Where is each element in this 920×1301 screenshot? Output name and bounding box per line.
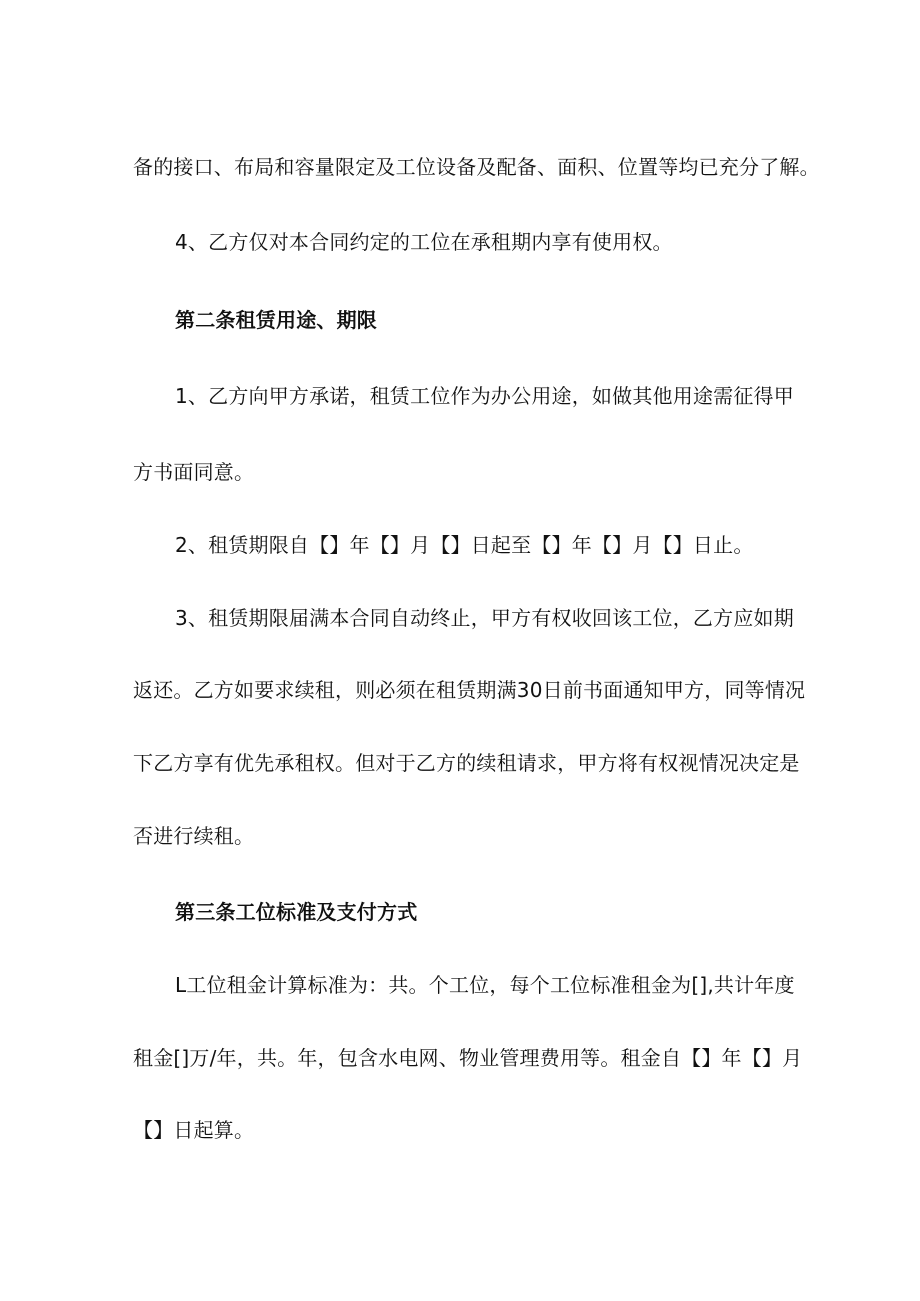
clause-3-continuation-2: 下乙方享有优先承租权。但对于乙方的续租请求，甲方将有权视情况决定是 [133, 751, 800, 775]
clause-2-line: 2、租赁期限自【】年【】月【】日起至【】年【】月【】日止。 [175, 533, 754, 557]
clause-1-continuation: 方书面同意。 [133, 460, 255, 484]
section-heading-3: 第三条工位标准及支付方式 [175, 900, 418, 924]
clause-4-line: 4、乙方仅对本合同约定的工位在承租期内享有使用权。 [175, 230, 673, 254]
clause-3-continuation-3: 否进行续租。 [133, 824, 255, 848]
paragraph-line: 备的接口、布局和容量限定及工位设备及配备、面积、位置等均已充分了解。 [133, 155, 820, 179]
rent-clause-line: L工位租金计算标准为：共。个工位，每个工位标准租金为[],共计年度 [175, 973, 795, 997]
section-heading-2: 第二条租赁用途、期限 [175, 308, 377, 332]
clause-3-continuation-1: 返还。乙方如要求续租，则必须在租赁期满30日前书面通知甲方，同等情况 [133, 678, 806, 702]
clause-3-line: 3、租赁期限届满本合同自动终止，甲方有权收回该工位，乙方应如期 [175, 606, 794, 630]
rent-clause-continuation-2: 【】日起算。 [133, 1118, 255, 1142]
clause-1-line: 1、乙方向甲方承诺，租赁工位作为办公用途，如做其他用途需征得甲 [175, 384, 794, 408]
rent-clause-continuation-1: 租金[]万/年，共。年，包含水电网、物业管理费用等。租金自【】年【】月 [133, 1046, 803, 1070]
